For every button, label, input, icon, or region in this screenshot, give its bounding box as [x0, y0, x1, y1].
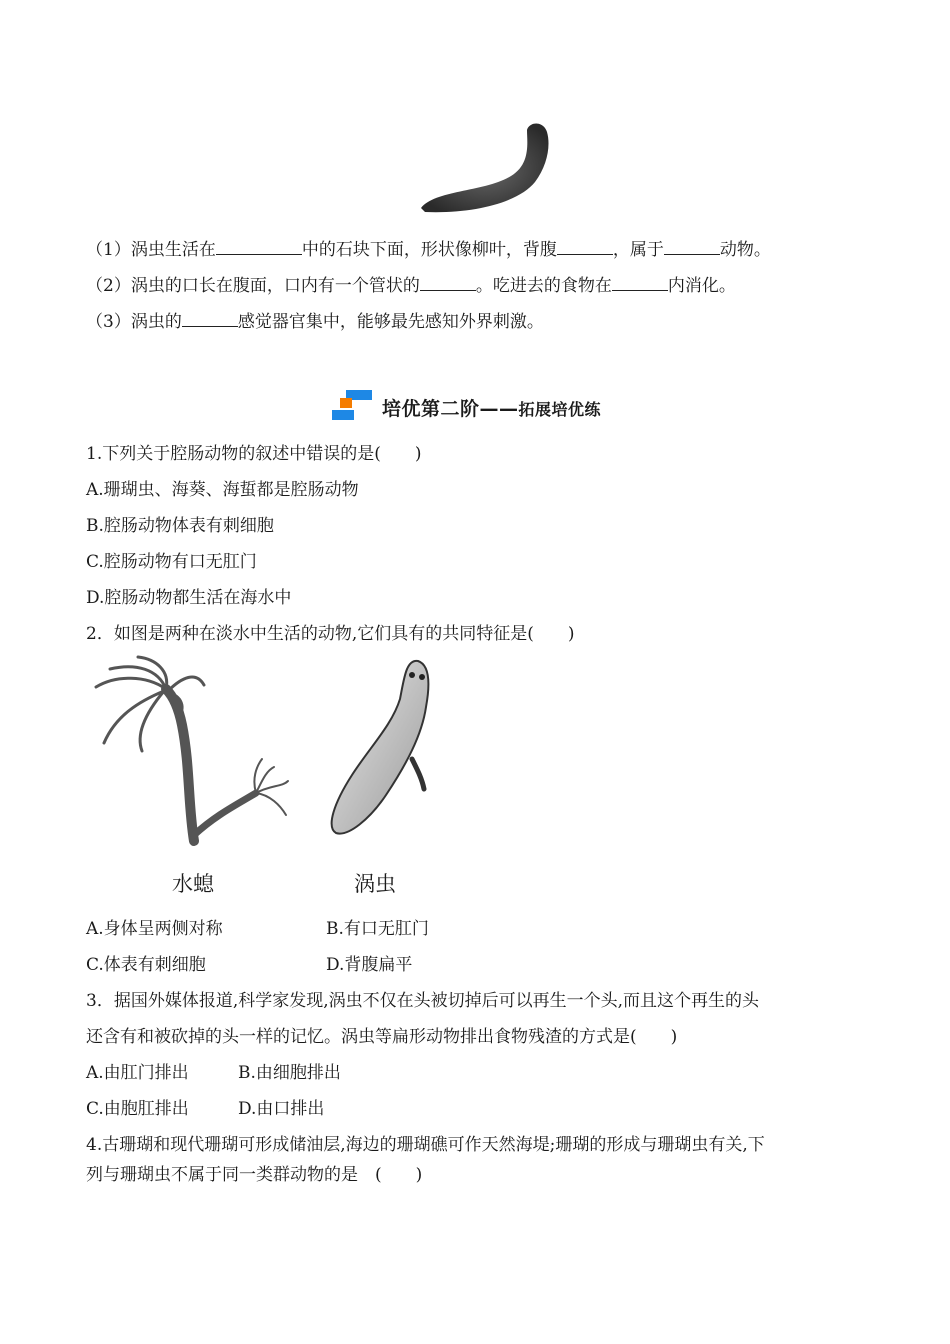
- section-title: 培优第二阶——拓展培优练: [382, 397, 602, 420]
- answer-blank[interactable]: [612, 274, 668, 291]
- section-logo-icon: [332, 390, 374, 424]
- question-3-stem-line-1: 3．据国外媒体报道,科学家发现,涡虫不仅在头被切掉后可以再生一个头,而且这个再生的头: [86, 991, 760, 1011]
- answer-blank[interactable]: [182, 310, 238, 327]
- hydra-caption: 水螅: [172, 872, 214, 896]
- fill-in-question-1: （1）涡虫生活在 中的石块下面，形状像柳叶，背腹 ，属于 动物。: [86, 240, 771, 260]
- question-4-stem-line-2: 列与珊瑚虫不属于同一类群动物的是 ( ): [86, 1165, 423, 1185]
- answer-blank[interactable]: [216, 238, 302, 255]
- planarian-top-image: [415, 120, 555, 216]
- fill-in-question-3: （3）涡虫的 感觉器官集中，能够最先感知外界刺激。: [86, 312, 544, 332]
- question-3-stem-line-2: 还含有和被砍掉的头一样的记忆。涡虫等扁形动物排出食物残渣的方式是( ): [86, 1027, 678, 1047]
- question-1-option-b[interactable]: B.腔肠动物体表有刺细胞: [86, 516, 274, 536]
- fill-in-question-2: （2）涡虫的口长在腹面，口内有一个管状的 。吃进去的食物在 内消化。: [86, 276, 736, 296]
- question-3-option-b[interactable]: B.由细胞排出: [238, 1063, 341, 1083]
- question-2-option-d[interactable]: D.背腹扁平: [326, 955, 413, 975]
- question-2-option-a[interactable]: A.身体呈两侧对称: [86, 919, 223, 939]
- planarian-caption: 涡虫: [354, 872, 396, 896]
- planarian-image: [326, 655, 446, 840]
- question-2-option-c[interactable]: C.体表有刺细胞: [86, 955, 206, 975]
- question-1-option-d[interactable]: D.腔肠动物都生活在海水中: [86, 588, 292, 608]
- question-2-stem: 2．如图是两种在淡水中生活的动物,它们具有的共同特征是( ): [86, 624, 575, 644]
- answer-blank[interactable]: [557, 238, 613, 255]
- answer-blank[interactable]: [420, 274, 476, 291]
- question-2-option-b[interactable]: B.有口无肛门: [326, 919, 429, 939]
- question-3-option-d[interactable]: D.由口排出: [238, 1099, 325, 1119]
- question-1-stem: 1.下列关于腔肠动物的叙述中错误的是( ): [86, 444, 422, 464]
- question-3-option-c[interactable]: C.由胞肛排出: [86, 1099, 189, 1119]
- hydra-image: [86, 655, 296, 855]
- question-4-stem-line-1: 4.古珊瑚和现代珊瑚可形成储油层,海边的珊瑚礁可作天然海堤;珊瑚的形成与珊瑚虫有关,下: [86, 1135, 765, 1155]
- answer-blank[interactable]: [664, 238, 720, 255]
- question-1-option-a[interactable]: A.珊瑚虫、海葵、海蜇都是腔肠动物: [86, 480, 359, 500]
- question-3-option-a[interactable]: A.由肛门排出: [86, 1063, 189, 1083]
- question-1-option-c[interactable]: C.腔肠动物有口无肛门: [86, 552, 257, 572]
- section-heading: [332, 390, 601, 424]
